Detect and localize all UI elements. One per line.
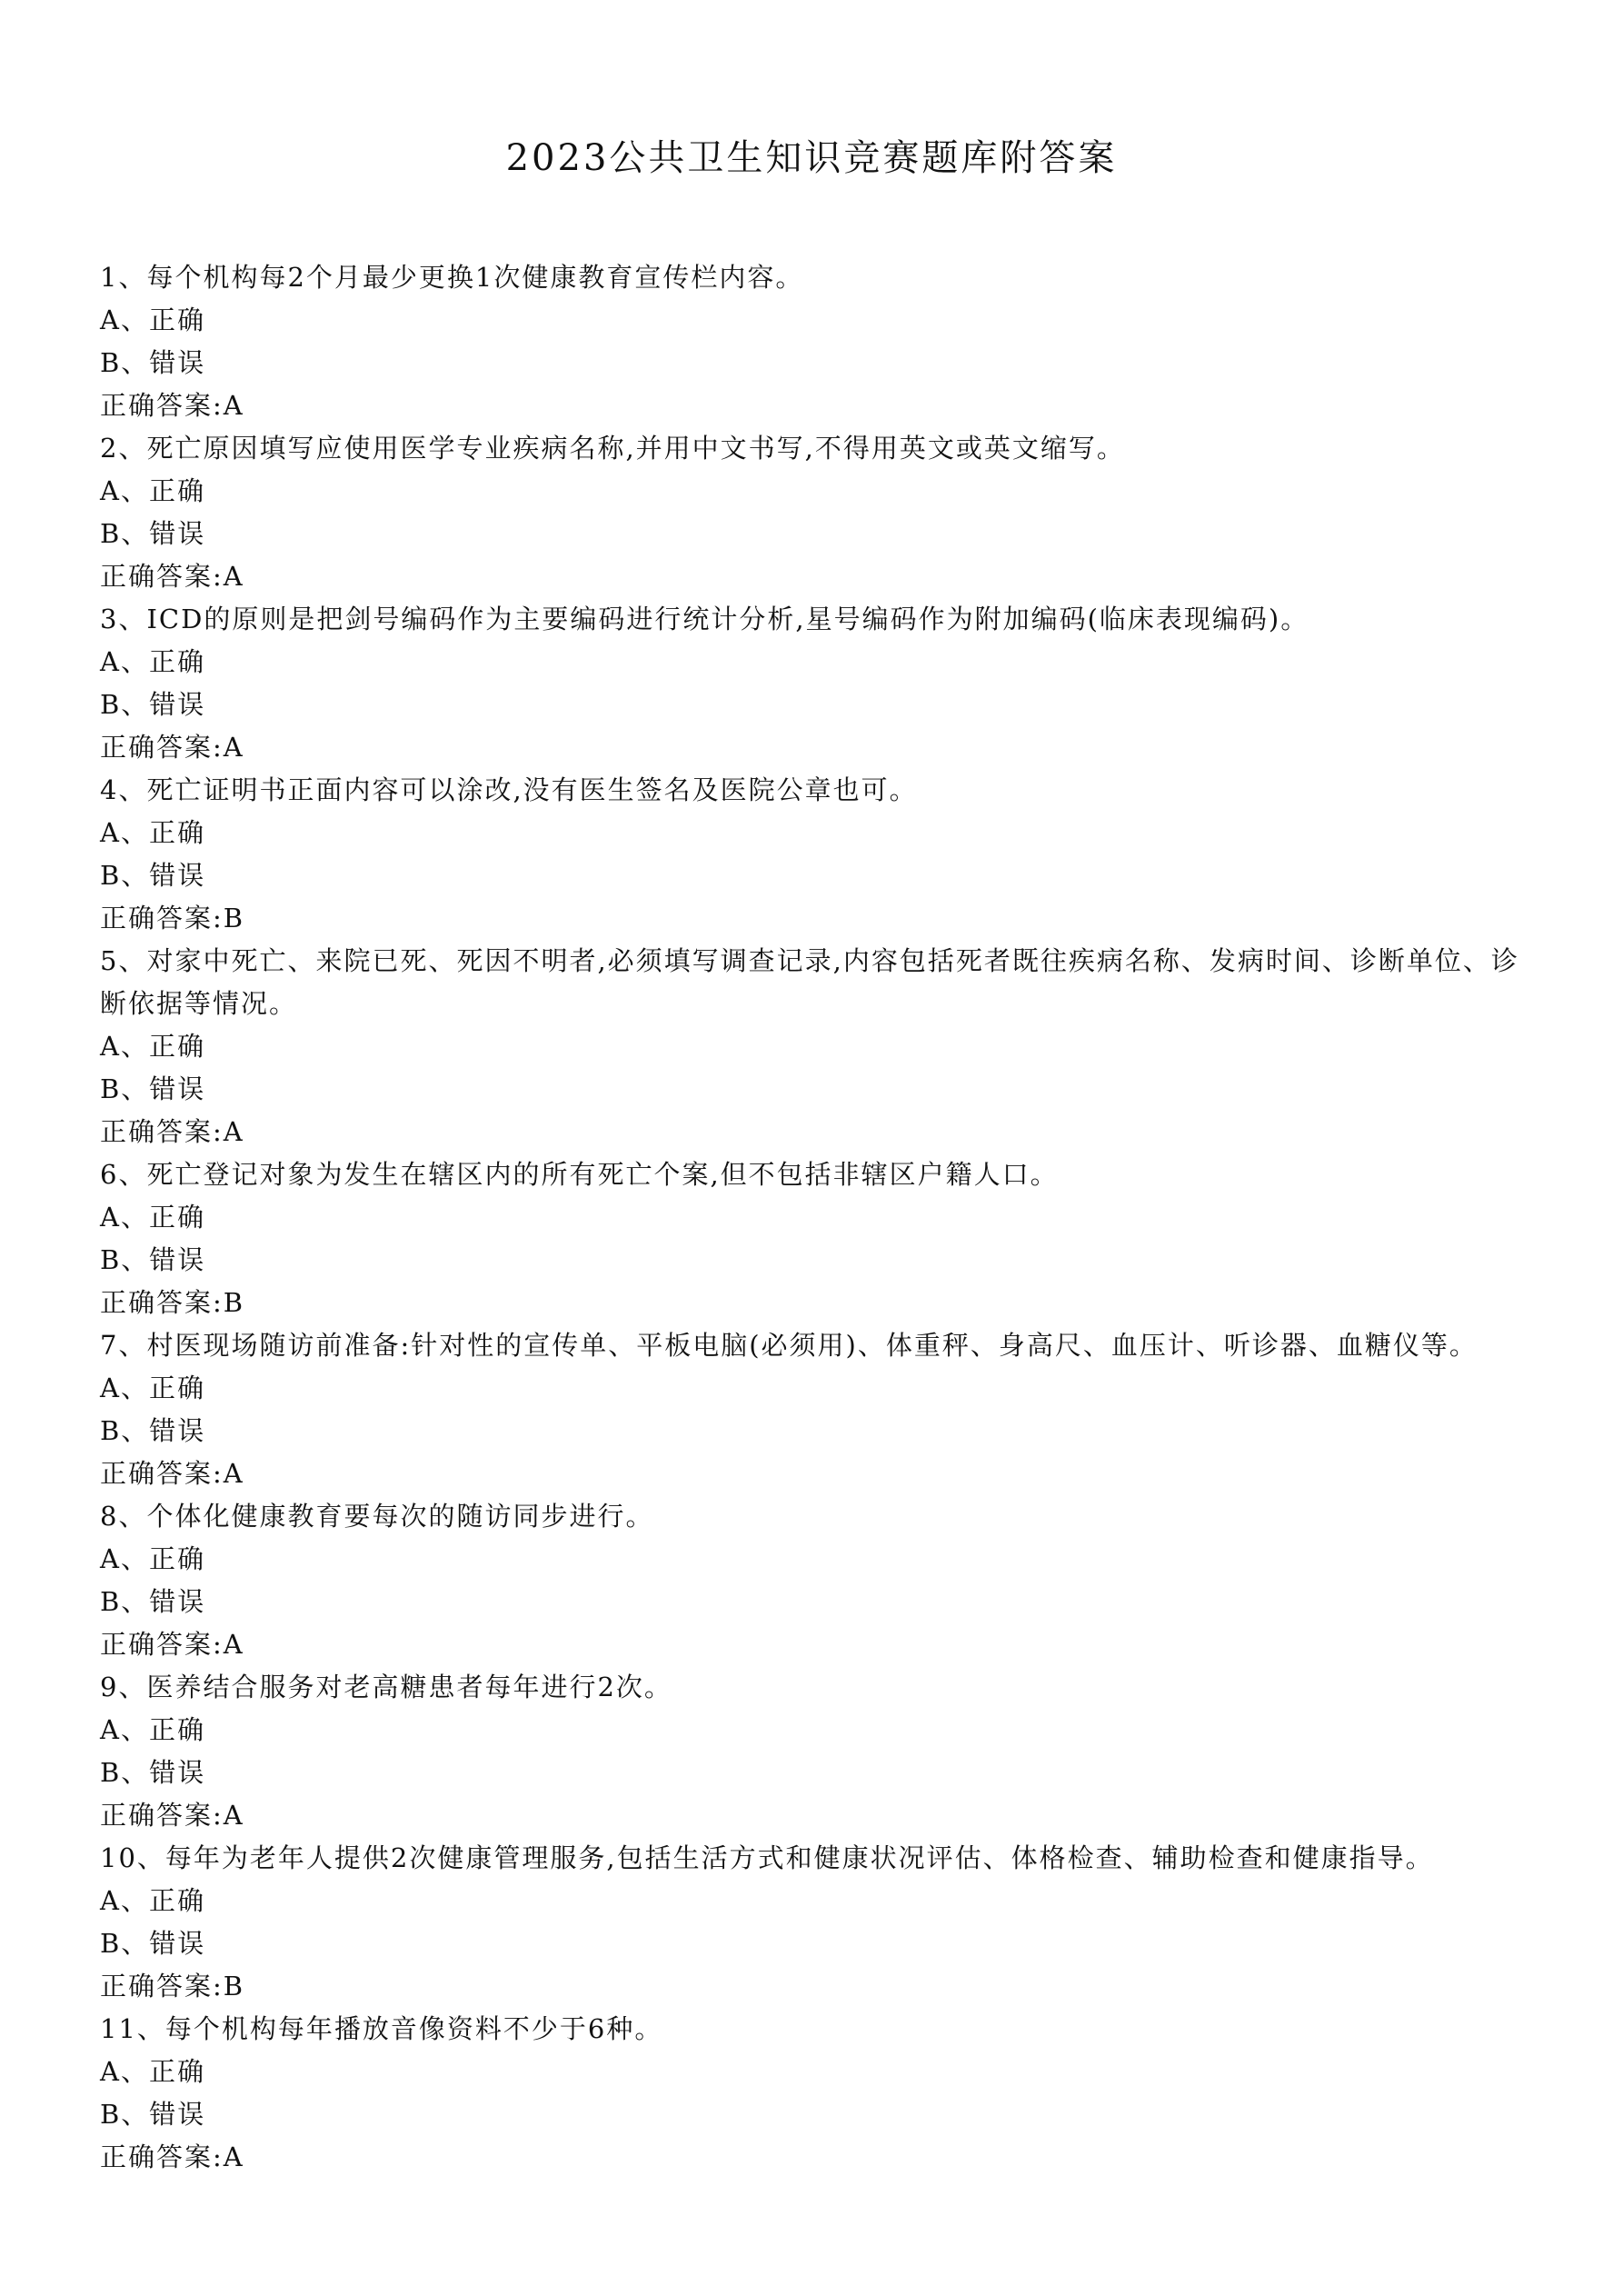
question-text: 8、个体化健康教育要每次的随访同步进行。 [100, 1501, 654, 1532]
option-a: A、正确 [100, 475, 205, 506]
correct-answer: 正确答案:A [100, 1458, 244, 1489]
option-b: B、错误 [100, 860, 206, 891]
question-item [100, 1837, 1536, 2008]
question-item [100, 769, 1536, 940]
option-b: B、错误 [100, 347, 206, 378]
option-b: B、错误 [100, 1244, 206, 1275]
option-b: B、错误 [100, 1415, 206, 1446]
question-item [100, 256, 1536, 427]
option-b: B、错误 [100, 1757, 206, 1788]
option-a: A、正确 [100, 1543, 205, 1574]
correct-answer: 正确答案:B [100, 903, 245, 933]
question-item [100, 427, 1536, 598]
correct-answer: 正确答案:A [100, 1116, 244, 1147]
option-a: A、正确 [100, 1202, 205, 1233]
question-text: 5、对家中死亡、来院已死、死因不明者,必须填写调查记录,内容包括死者既往疾病名称、发病时间、诊断单位、诊断依据等情况。 [100, 945, 1519, 1019]
correct-answer: 正确答案:B [100, 1971, 245, 2002]
question-text: 9、医养结合服务对老高糖患者每年进行2次。 [100, 1672, 672, 1702]
question-text: 6、死亡登记对象为发生在辖区内的所有死亡个案,但不包括非辖区户籍人口。 [100, 1159, 1059, 1190]
option-b: B、错误 [100, 1586, 206, 1617]
option-b: B、错误 [100, 1928, 206, 1959]
correct-answer: 正确答案:A [100, 732, 244, 763]
question-item [100, 2008, 1536, 2179]
option-b: B、错误 [100, 1073, 206, 1104]
question-text: 1、每个机构每2个月最少更换1次健康教育宣传栏内容。 [100, 262, 804, 293]
question-text: 7、村医现场随访前准备:针对性的宣传单、平板电脑(必须用)、体重秤、身高尺、血压计、听诊器、血糖仪等。 [100, 1330, 1478, 1361]
option-a: A、正确 [100, 1031, 205, 1062]
question-list [100, 256, 1536, 2179]
option-a: A、正确 [100, 304, 205, 335]
option-a: A、正确 [100, 1373, 205, 1403]
question-text: 11、每个机构每年播放音像资料不少于6种。 [100, 2013, 663, 2044]
question-item [100, 1495, 1536, 1666]
option-a: A、正确 [100, 1714, 205, 1745]
question-item [100, 1666, 1536, 1837]
correct-answer: 正确答案:B [100, 1287, 245, 1318]
option-a: A、正确 [100, 817, 205, 848]
option-a: A、正确 [100, 1885, 205, 1916]
correct-answer: 正确答案:A [100, 1800, 244, 1831]
document-title: 2023公共卫生知识竞赛题库附答案 [505, 137, 1118, 179]
question-text: 10、每年为老年人提供2次健康管理服务,包括生活方式和健康状况评估、体格检查、辅助检查和健康指导。 [100, 1842, 1434, 1873]
correct-answer: 正确答案:A [100, 561, 244, 592]
question-item [100, 598, 1536, 769]
option-a: A、正确 [100, 646, 205, 677]
question-text: 3、ICD的原则是把剑号编码作为主要编码进行统计分析,星号编码作为附加编码(临床表现编码)。 [100, 604, 1309, 634]
question-item [100, 1324, 1536, 1495]
question-text: 2、死亡原因填写应使用医学专业疾病名称,并用中文书写,不得用英文或英文缩写。 [100, 433, 1125, 464]
question-item [100, 940, 1536, 1153]
correct-answer: 正确答案:A [100, 390, 244, 421]
option-b: B、错误 [100, 518, 206, 549]
option-b: B、错误 [100, 2099, 206, 2130]
correct-answer: 正确答案:A [100, 1629, 244, 1660]
option-a: A、正确 [100, 2056, 205, 2087]
question-item [100, 1153, 1536, 1324]
option-b: B、错误 [100, 689, 206, 720]
correct-answer: 正确答案:A [100, 2141, 244, 2172]
question-text: 4、死亡证明书正面内容可以涂改,没有医生签名及医院公章也可。 [100, 774, 918, 805]
